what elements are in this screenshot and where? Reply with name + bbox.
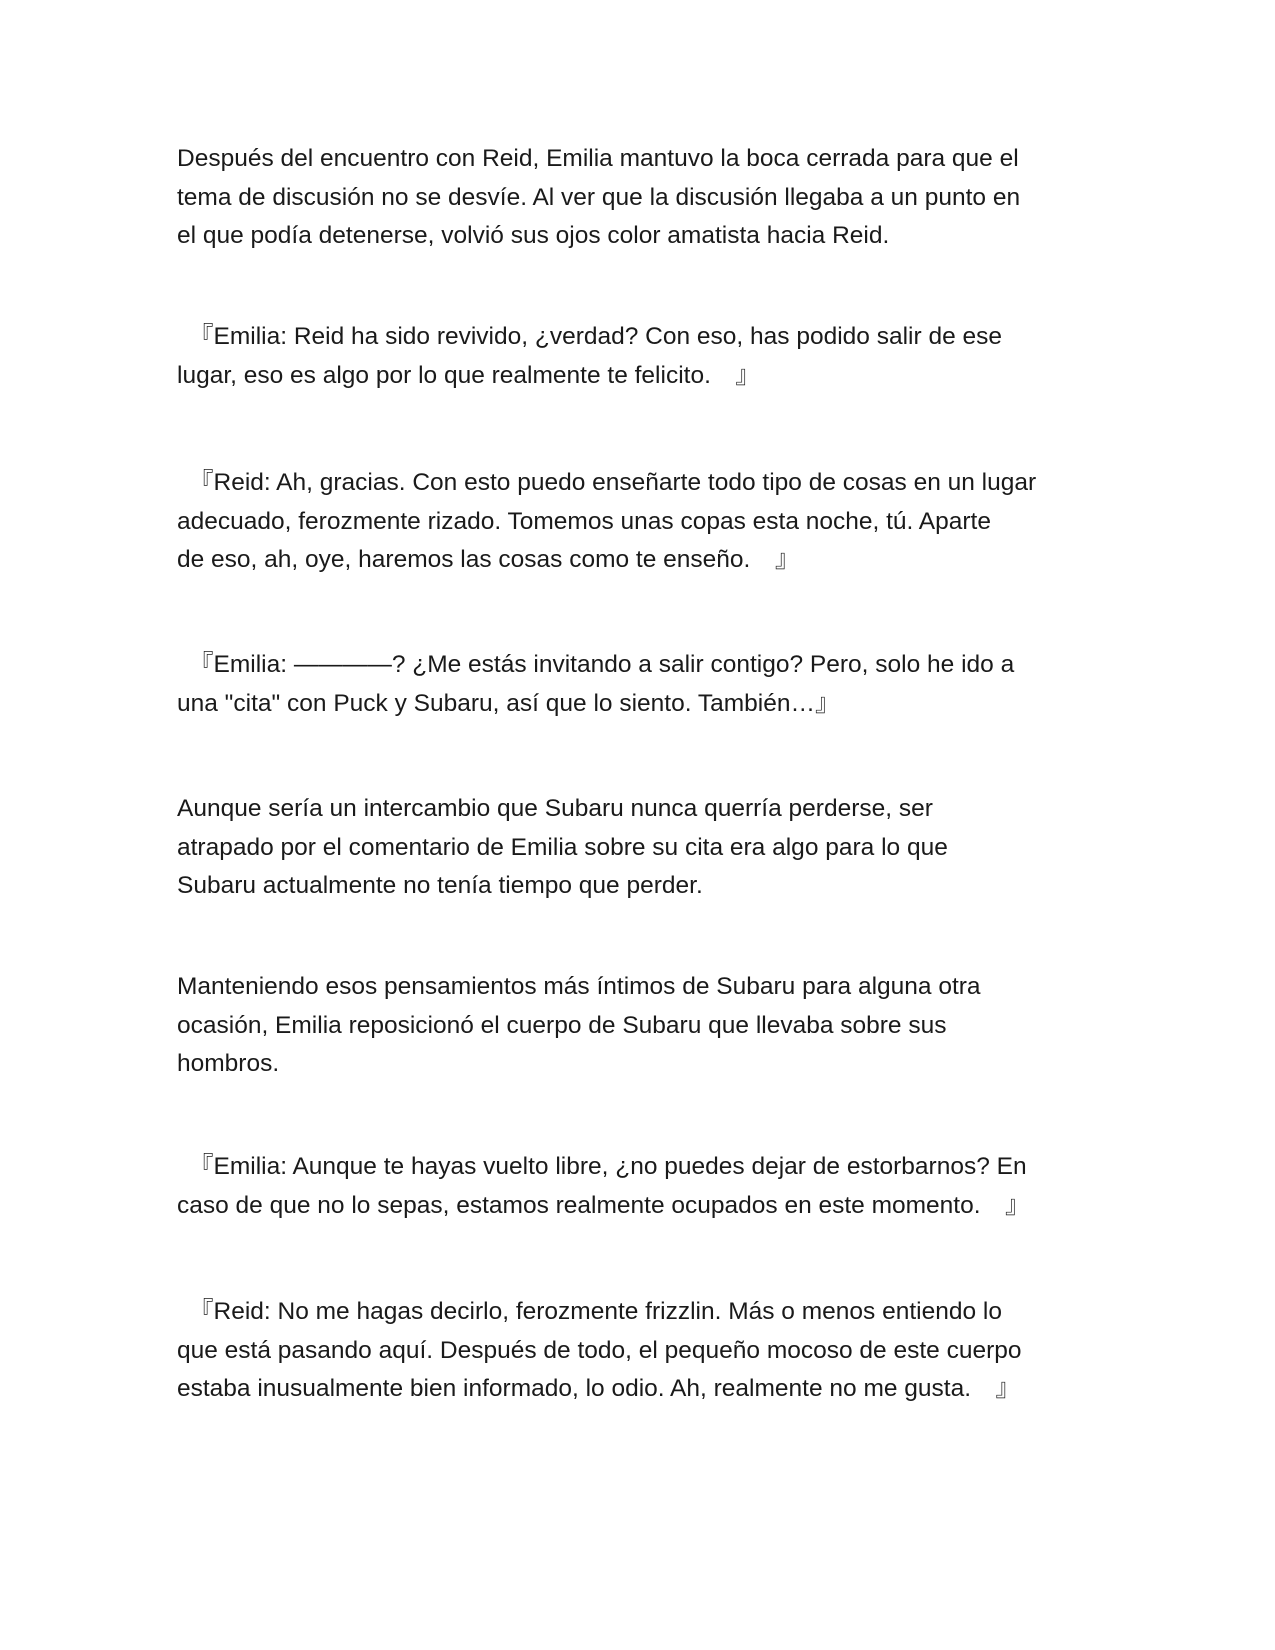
dialogue-paragraph-emilia-1 bbox=[177, 318, 1102, 395]
text-line: ocasión, Emilia reposicionó el cuerpo de Subaru que llevaba sobre sus bbox=[177, 1011, 947, 1039]
text-line: adecuado, ferozmente rizado. Tomemos unas copas esta noche, tú. Aparte bbox=[177, 507, 991, 535]
text-line: atrapado por el comentario de Emilia sobre su cita era algo para lo que bbox=[177, 833, 948, 861]
text-line: Después del encuentro con Reid, Emilia mantuvo la boca cerrada para que el bbox=[177, 145, 1019, 172]
narration-paragraph-2 bbox=[177, 790, 1102, 906]
text-line: caso de que no lo sepas, estamos realmente ocupados en este momento. 』 bbox=[177, 1191, 1030, 1219]
text-line: 『Emilia: Aunque te hayas vuelto libre, ¿no puedes dejar de estorbarnos? En bbox=[189, 1153, 1027, 1180]
dialogue-paragraph-emilia-2 bbox=[177, 646, 1102, 723]
text-line: estaba inusualmente bien informado, lo odio. Ah, realmente no me gusta. 』 bbox=[177, 1375, 1021, 1402]
text-line: Manteniendo esos pensamientos más íntimos de Subaru para alguna otra bbox=[177, 973, 981, 1000]
text-line: una "cita" con Puck y Subaru, así que lo siento. También…』 bbox=[177, 689, 840, 717]
text-line: hombros. bbox=[177, 1050, 280, 1077]
text-line: 『Reid: Ah, gracias. Con esto puedo enseñarte todo tipo de cosas en un lugar bbox=[189, 469, 1037, 496]
narration-paragraph-1 bbox=[177, 140, 1102, 256]
text-line: lugar, eso es algo por lo que realmente te felicito. 』 bbox=[177, 361, 760, 389]
dialogue-paragraph-emilia-3 bbox=[177, 1148, 1102, 1225]
dialogue-paragraph-reid-1 bbox=[177, 464, 1102, 580]
narration-paragraph-3 bbox=[177, 968, 1102, 1084]
text-line: Subaru actualmente no tenía tiempo que perder. bbox=[177, 872, 703, 899]
text-line: 『Emilia: Reid ha sido revivido, ¿verdad? Con eso, has podido salir de ese bbox=[189, 323, 1003, 350]
text-line: que está pasando aquí. Después de todo, el pequeño mocoso de este cuerpo bbox=[177, 1336, 1022, 1364]
text-line: el que podía detenerse, volvió sus ojos color amatista hacia Reid. bbox=[177, 222, 890, 249]
text-line: 『Reid: No me hagas decirlo, ferozmente frizzlin. Más o menos entiendo lo bbox=[189, 1298, 1002, 1325]
text-line: de eso, ah, oye, haremos las cosas como te enseño. 』 bbox=[177, 546, 800, 573]
text-line: tema de discusión no se desvíe. Al ver que la discusión llegaba a un punto en bbox=[177, 183, 1021, 211]
dialogue-paragraph-reid-2 bbox=[177, 1293, 1102, 1409]
text-line: 『Emilia: ————? ¿Me estás invitando a salir contigo? Pero, solo he ido a bbox=[189, 651, 1015, 678]
text-line: Aunque sería un intercambio que Subaru nunca querría perderse, ser bbox=[177, 795, 933, 822]
